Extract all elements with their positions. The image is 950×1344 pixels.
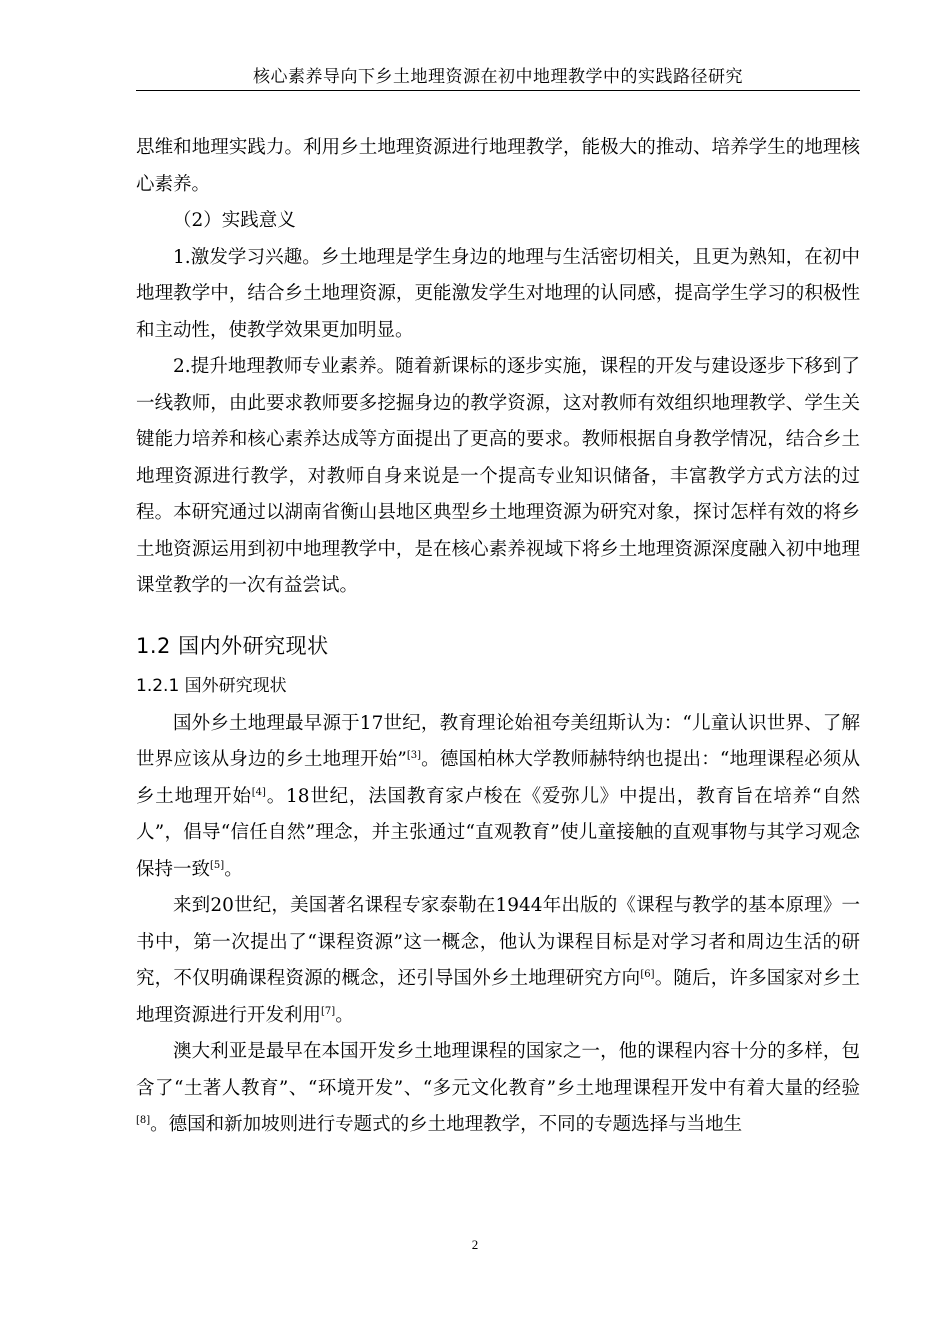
text-run: 国外乡土地理最早源于17世纪，教育理论始祖夸美纽斯认为：“儿童认识世界、了解世界应该从身边的乡土地理开始” <box>136 712 860 770</box>
paragraph-foreign-origin <box>136 706 860 889</box>
citation-ref: [6] <box>640 969 655 980</box>
text-run: 。 <box>224 858 243 880</box>
paragraph-australia <box>136 1034 860 1144</box>
section-heading-1-2-1: 1.2.1 国外研究现状 <box>136 675 287 696</box>
citation-ref: [4] <box>251 786 266 798</box>
citation-ref: [5] <box>210 859 225 871</box>
text-run: 。德国和新加坡则进行专题式的乡土地理教学，不同的专题选择与当地生 <box>150 1114 743 1135</box>
text-run: 来到20世纪，美国著名课程专家泰勒在1944年出版的《课程与教学的基本原理》一书中，第一次提出了“课程资源”这一概念，他认为课程目标是对学习者和周边生活的研究，不仅明确课程资源的概念，还引导国外乡土地理研究方向 <box>136 895 860 989</box>
subheading-practical-significance: （2）实践意义 <box>173 210 296 231</box>
page-number: 2 <box>471 1237 479 1252</box>
running-header: 核心素养导向下乡土地理资源在初中地理教学中的实践路径研究 <box>136 64 860 91</box>
paragraph-learning-interest: 1.激发学习兴趣。乡土地理是学生身边的地理与生活密切相关，且更为熟知，在初中地理教学中，结合乡土地理资源，更能激发学生对地理的认同感，提高学生学习的积极性和主动性，使教学效果更加明显。 <box>136 246 860 341</box>
citation-ref: [3] <box>406 750 421 761</box>
text-run: 。18世纪，法国教育家卢梭在《爱弥儿》中提出，教育旨在培养“自然人”，倡导“信任自然”理念，并主张通过“直观教育”使儿童接触的直观事物与其学习观念保持一致 <box>136 785 860 880</box>
section-heading-1-2: 1.2 国内外研究现状 <box>136 633 329 658</box>
citation-ref: [7] <box>321 1005 336 1017</box>
text-run: 。 <box>335 1004 354 1026</box>
text-run: 澳大利亚是最早在本国开发乡土地理课程的国家之一，他的课程内容十分的多样，包含了“土著人教育”、“环境开发”、“多元文化教育”乡土地理课程开发中有着大量的经验 <box>136 1041 860 1099</box>
text-run: 。随后，许多国家对乡土地理资源进行开发利用 <box>136 968 860 1026</box>
citation-ref: [8] <box>136 1115 151 1126</box>
page-body <box>136 130 860 1144</box>
paragraph-teacher-quality: 2.提升地理教师专业素养。随着新课标的逐步实施，课程的开发与建设逐步下移到了一线教师，由此要求教师要多挖掘身边的教学资源，这对教师有效组织地理教学、学生关键能力培养和核心素养达成等方面提出了更高的要求。教师根据自身教学情况，结合乡土地理资源进行教学，对教师自身来说是一个提高专业知识储备，丰富教学方式方法的过程。本研究通过以湖南省衡山县地区典型乡土地理资源为研究对象，探讨怎样有效的将乡土地资源运用到初中地理教学中，是在核心素养视域下将乡土地理资源深度融入初中地理课堂教学的一次有益尝试。 <box>136 356 860 596</box>
paragraph-20th-century <box>136 888 860 1034</box>
text-run: 。德国柏林大学教师赫特纳也提出：“地理课程必须从乡土地理开始 <box>136 749 860 807</box>
paragraph-continued: 思维和地理实践力。利用乡土地理资源进行地理教学，能极大的推动、培养学生的地理核心素养。 <box>136 137 860 195</box>
